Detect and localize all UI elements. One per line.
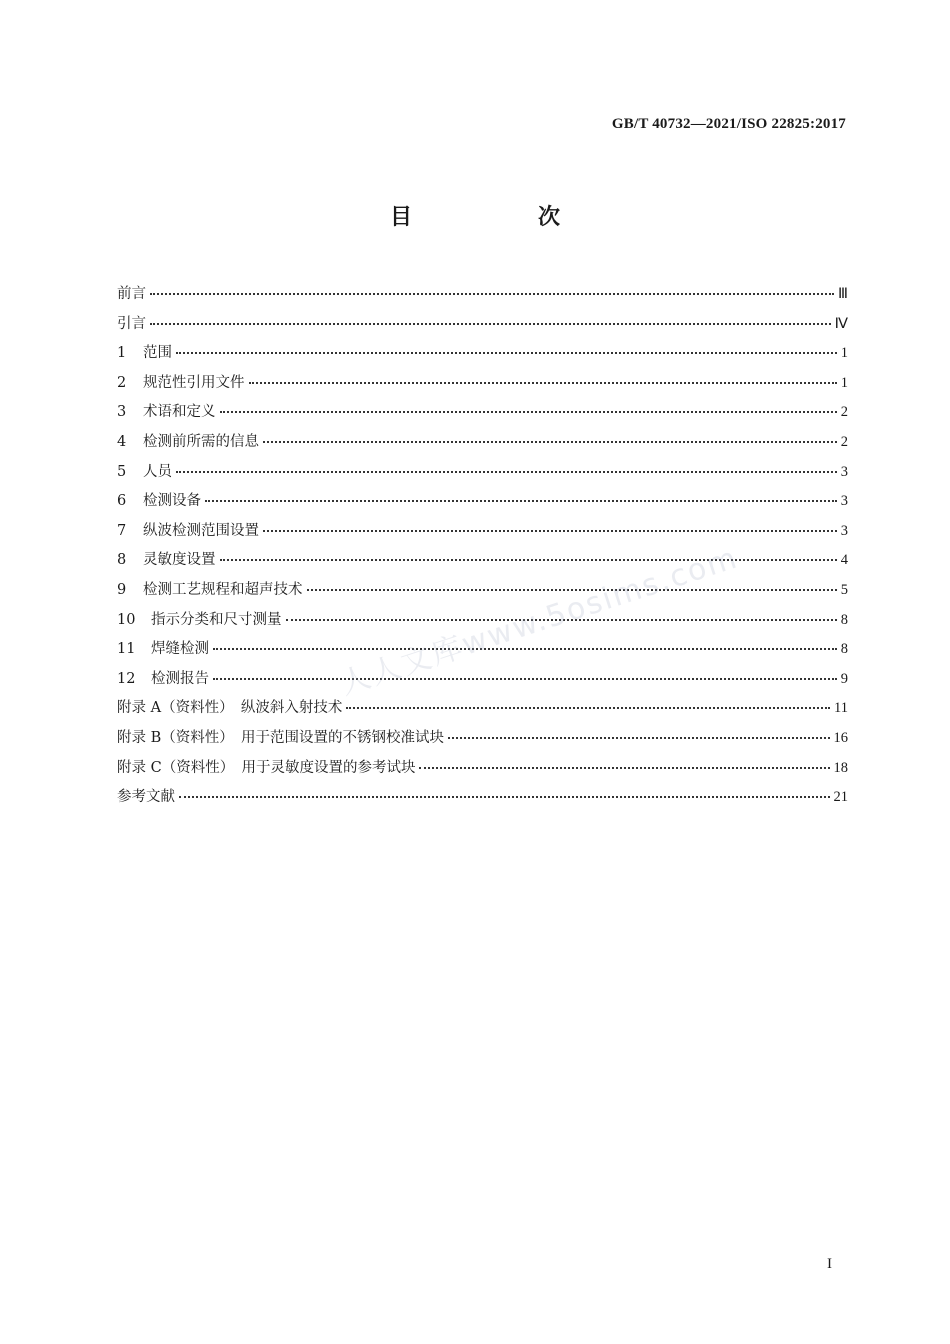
- toc-entry[interactable]: [117, 785, 848, 815]
- toc-entry[interactable]: [117, 430, 848, 460]
- toc-entry-label: 检测设备: [143, 493, 201, 510]
- toc-dot-leader: [176, 470, 837, 473]
- toc-dot-leader: [346, 706, 830, 709]
- toc-entry-page: 16: [833, 729, 848, 746]
- toc-entry-label: 引言: [117, 315, 146, 332]
- toc-entry-label: 检测报告: [151, 670, 209, 687]
- toc-entry-number: 6: [117, 493, 127, 510]
- toc-entry-page: 18: [833, 759, 848, 776]
- toc-entry-label: 参考文献: [117, 789, 175, 806]
- toc-entry-label: 术语和定义: [143, 404, 216, 421]
- toc-dot-leader: [176, 351, 837, 354]
- toc-entry[interactable]: [117, 312, 848, 342]
- toc-entry-number: 2: [117, 374, 127, 391]
- toc-entry[interactable]: [117, 400, 848, 430]
- toc-dot-leader: [205, 499, 837, 502]
- toc-entry[interactable]: [117, 341, 848, 371]
- toc-entry[interactable]: [117, 548, 848, 578]
- toc-entry[interactable]: [117, 489, 848, 519]
- page-number: I: [827, 1256, 832, 1272]
- toc-dot-leader: [213, 647, 837, 650]
- toc-entry-page: Ⅲ: [838, 286, 848, 302]
- toc-dot-leader: [179, 795, 830, 798]
- toc-entry-page: 8: [840, 611, 848, 628]
- toc-entry-number: 1: [117, 345, 127, 362]
- toc-entry-label: 检测工艺规程和超声技术: [143, 581, 303, 598]
- toc-entry[interactable]: [117, 608, 848, 638]
- toc-dot-leader: [150, 322, 831, 325]
- toc-entry-page: 3: [840, 493, 848, 510]
- toc-entry[interactable]: [117, 282, 848, 312]
- watermark: 人人文库www.5osims.com: [335, 540, 743, 703]
- toc-entry-label: 检测前所需的信息: [143, 433, 259, 450]
- toc-entry-label: 附录 A（资料性） 纵波斜入射技术: [117, 700, 343, 717]
- toc-entry-number: 5: [117, 463, 127, 480]
- toc-entry-page: 2: [840, 433, 848, 450]
- toc-entry[interactable]: [117, 578, 848, 608]
- toc-dot-leader: [213, 677, 837, 680]
- toc-entry-number: 11: [117, 641, 136, 658]
- toc-entry[interactable]: [117, 460, 848, 490]
- toc-entry-number: 8: [117, 552, 127, 569]
- toc-entry[interactable]: [117, 637, 848, 667]
- toc-entry-label: 指示分类和尺寸测量: [151, 611, 282, 628]
- toc-entry[interactable]: [117, 667, 848, 697]
- toc-entry-label: 附录 C（资料性） 用于灵敏度设置的参考试块: [117, 759, 416, 776]
- toc-entry-page: 3: [840, 522, 848, 539]
- toc-entry-page: 3: [840, 463, 848, 480]
- toc-entry-page: 1: [840, 374, 848, 391]
- toc-dot-leader: [263, 529, 837, 532]
- toc-entry-page: 2: [840, 404, 848, 421]
- toc-dot-leader: [419, 766, 829, 769]
- toc-dot-leader: [249, 381, 837, 384]
- toc-entry-number: 10: [117, 611, 136, 628]
- toc-dot-leader: [263, 440, 837, 443]
- toc-entry-label: 纵波检测范围设置: [143, 522, 259, 539]
- toc-dot-leader: [150, 292, 834, 295]
- toc-dot-leader: [286, 618, 837, 621]
- toc-entry-page: 4: [840, 552, 848, 569]
- toc-entry-page: 8: [840, 641, 848, 658]
- toc-dot-leader: [307, 588, 837, 591]
- toc-entry-page: Ⅳ: [834, 315, 848, 332]
- toc-entry-label: 范围: [143, 345, 172, 362]
- standard-code: GB/T 40732—2021/ISO 22825:2017: [611, 116, 846, 132]
- toc-entry[interactable]: [117, 756, 848, 786]
- toc-entry-label: 规范性引用文件: [143, 374, 245, 391]
- toc-dot-leader: [220, 410, 837, 413]
- toc-entry[interactable]: [117, 371, 848, 401]
- toc-entry-page: 1: [840, 345, 848, 362]
- toc-entry-page: 5: [840, 581, 848, 598]
- page-title: 目 次: [389, 205, 612, 230]
- toc-entry-number: 3: [117, 404, 127, 421]
- toc-entry-page: 21: [833, 789, 848, 806]
- toc-entry-number: 12: [117, 670, 136, 687]
- toc-entry[interactable]: [117, 726, 848, 756]
- toc-entry-number: 9: [117, 581, 127, 598]
- toc-entry-label: 灵敏度设置: [143, 552, 216, 569]
- toc-entry-number: 7: [117, 522, 127, 539]
- toc-dot-leader: [220, 558, 837, 561]
- toc-entry[interactable]: [117, 519, 848, 549]
- toc-entry-label: 人员: [143, 463, 172, 480]
- toc-entry-page: 11: [834, 700, 848, 717]
- toc-dot-leader: [448, 736, 829, 739]
- toc-entry-label: 焊缝检测: [151, 641, 209, 658]
- toc-entry-number: 4: [117, 433, 127, 450]
- toc-entry[interactable]: [117, 696, 848, 726]
- toc-entry-page: 9: [840, 670, 848, 687]
- table-of-contents: [117, 282, 848, 815]
- toc-entry-label: 前言: [117, 286, 146, 302]
- toc-entry-label: 附录 B（资料性） 用于范围设置的不锈钢校准试块: [117, 729, 445, 746]
